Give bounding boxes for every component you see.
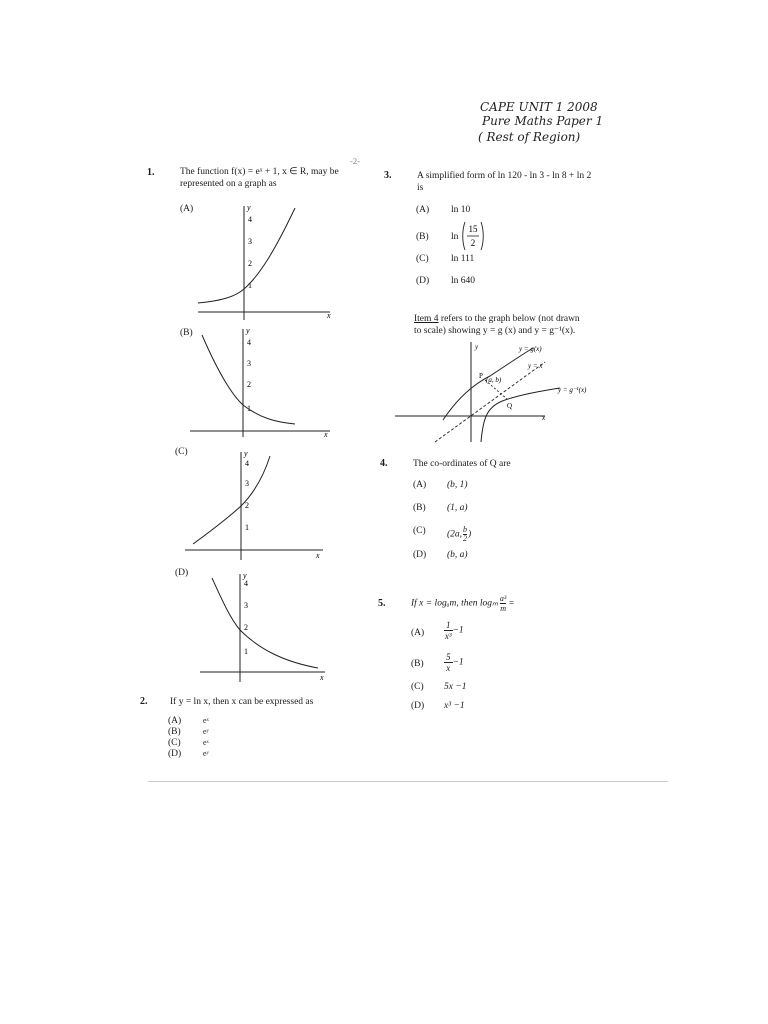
q3-option-c-value: ln 111	[451, 254, 475, 264]
q1-option-a-label: (A)	[180, 204, 194, 214]
svg-text:x: x	[542, 414, 546, 422]
svg-text:y: y	[475, 343, 479, 351]
svg-text:1: 1	[245, 523, 249, 532]
q3-option-d-label: (D)	[416, 276, 430, 286]
q5-option-b-label: (B)	[411, 659, 424, 669]
svg-text:Q: Q	[507, 402, 513, 410]
q2-number: 2.	[140, 696, 148, 707]
q5-option-d-value: x³ −1	[444, 701, 465, 711]
svg-text:4: 4	[248, 215, 252, 224]
q4-text: The co-ordinates of Q are	[413, 459, 511, 469]
svg-text:P: P	[479, 372, 483, 380]
q5-text: If x = logₐm, then logₘ $\frac{\text{a³}}{m}$ =	[411, 594, 515, 613]
item4-graph	[395, 340, 587, 445]
q5-option-c-value: 5x −1	[444, 682, 467, 692]
q3-number: 3.	[384, 170, 392, 181]
svg-text:3: 3	[245, 479, 249, 488]
svg-text:y: y	[246, 326, 250, 335]
q3-text-line1: A simplified form of ln 120 - ln 3 - ln 8 + ln 2	[417, 171, 592, 181]
svg-text:1: 1	[248, 281, 252, 290]
svg-text:x: x	[324, 430, 328, 439]
svg-text:y = g(x): y = g(x)	[519, 345, 542, 353]
q3-option-b-label: (B)	[416, 232, 429, 242]
q3-option-b-value: ln	[451, 232, 459, 242]
svg-text:4: 4	[245, 459, 249, 468]
q1-number: 1.	[147, 167, 155, 178]
y-axis-label: y	[247, 203, 251, 212]
q5-option-a-label: (A)	[411, 628, 425, 638]
q4-option-c-label: (C)	[413, 526, 426, 536]
page-number: -2-	[350, 156, 360, 166]
q4-option-d-value: (b, a)	[447, 550, 468, 560]
svg-text:y: y	[243, 571, 247, 580]
q3-option-b-fraction	[461, 220, 485, 252]
svg-text:x: x	[316, 551, 320, 560]
svg-text:4: 4	[244, 579, 248, 588]
q2-option-b-label: (B)	[168, 727, 181, 737]
q2-option-d-value: eʸ	[203, 749, 209, 758]
svg-text:y = g⁻¹(x): y = g⁻¹(x)	[558, 386, 587, 394]
q1-text-line2: represented on a graph as	[180, 179, 277, 189]
q5-option-a-value: $\frac{1}{\text{x³}}$ −1	[444, 620, 464, 641]
q1-graph-b	[190, 325, 340, 440]
svg-text:2: 2	[248, 259, 252, 268]
svg-text:y = x: y = x	[528, 362, 543, 370]
svg-text:3: 3	[244, 601, 248, 610]
q4-number: 4.	[380, 458, 388, 469]
svg-text:2: 2	[470, 238, 476, 248]
item4-intro-rest: refers to the graph below (not drawn	[438, 314, 580, 324]
q3-text-line2: is	[417, 183, 424, 193]
q2-option-a-value: eˣ	[203, 716, 209, 725]
svg-text:1: 1	[244, 647, 248, 656]
q4-option-a-value: (b, 1)	[447, 480, 468, 490]
item4-intro-line1	[414, 313, 580, 325]
svg-text:15: 15	[468, 224, 478, 234]
q5-option-b-value: $\frac{5}{x}$ −1	[446, 652, 464, 673]
svg-text:2: 2	[245, 501, 249, 510]
curve	[198, 208, 295, 303]
q3-option-a-label: (A)	[416, 205, 430, 215]
scan-page-edge	[148, 781, 668, 782]
svg-text:3: 3	[247, 359, 251, 368]
q4-option-c-value: (2a, $\frac{b}{2}$ )	[447, 525, 472, 543]
q4-option-d-label: (D)	[413, 550, 427, 560]
svg-text:x: x	[320, 673, 324, 682]
svg-text:(a, b): (a, b)	[486, 376, 502, 384]
handwritten-paper-title: Pure Maths Paper 1	[482, 114, 604, 128]
q2-option-b-value: eʸ	[203, 727, 209, 736]
q1-option-b-label: (B)	[180, 328, 193, 338]
svg-text:y: y	[244, 449, 248, 458]
q2-option-a-label: (A)	[168, 716, 182, 726]
q5-option-c-label: (C)	[411, 682, 424, 692]
q1-graph-d	[190, 570, 340, 685]
q3-option-c-label: (C)	[416, 254, 429, 264]
q4-option-a-label: (A)	[413, 480, 427, 490]
q2-option-c-label: (C)	[168, 738, 181, 748]
svg-text:1: 1	[247, 404, 251, 413]
q4-option-b-label: (B)	[413, 503, 426, 513]
q5-number: 5.	[378, 598, 386, 609]
q4-option-b-value: (1, a)	[447, 503, 468, 513]
q2-option-d-label: (D)	[168, 749, 182, 759]
q3-option-d-value: ln 640	[451, 276, 476, 286]
q2-option-c-value: eˣ	[203, 738, 209, 747]
svg-text:3: 3	[248, 237, 252, 246]
q1-option-c-label: (C)	[175, 447, 188, 457]
handwritten-region-note: ( Rest of Region)	[478, 130, 581, 144]
handwritten-course-title: CAPE UNIT 1 2008	[480, 100, 598, 114]
svg-text:4: 4	[247, 338, 251, 347]
x-axis-label: x	[327, 311, 331, 320]
q3-option-a-value: ln 10	[451, 205, 471, 215]
q1-text-line1: The function f(x) = eˣ + 1, x ∈ R, may be	[180, 167, 339, 177]
item4-intro-line2: to scale) showing y = g (x) and y = g⁻¹(x).	[414, 326, 576, 336]
q2-text: If y = ln x, then x can be expressed as	[170, 697, 314, 707]
q1-graph-c	[185, 448, 335, 563]
svg-text:2: 2	[244, 623, 248, 632]
item4-reference: Item 4	[414, 314, 439, 324]
q1-graph-a	[190, 200, 340, 325]
svg-text:2: 2	[247, 380, 251, 389]
q1-option-d-label: (D)	[175, 568, 189, 578]
q5-option-d-label: (D)	[411, 701, 425, 711]
